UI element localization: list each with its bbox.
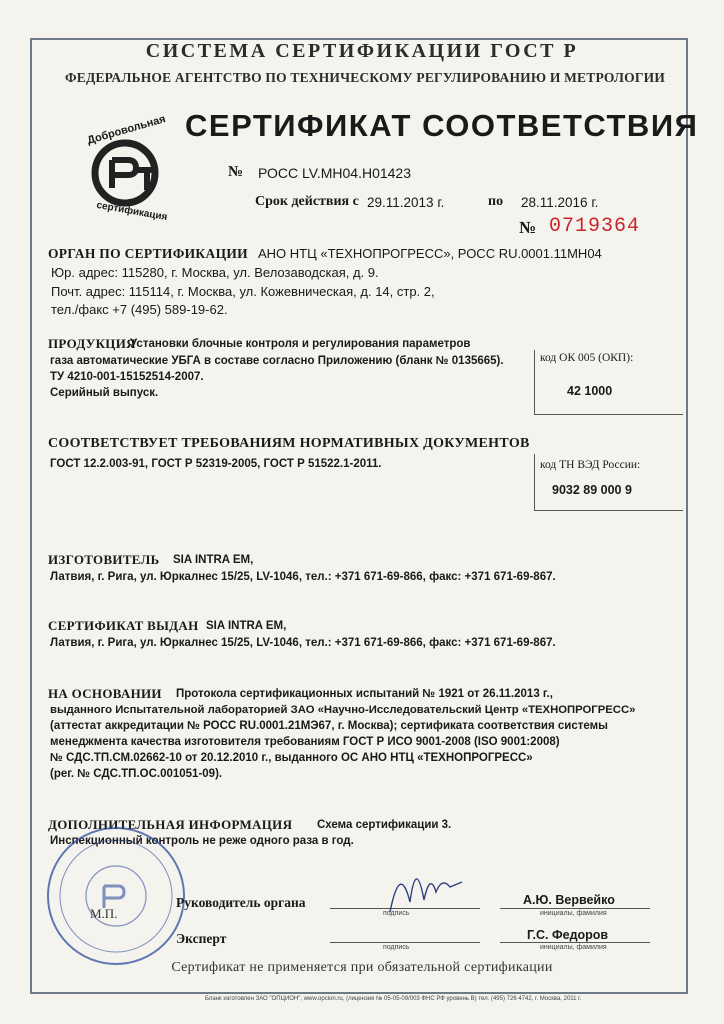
signature-icon (380, 852, 470, 922)
issued-address: Латвия, г. Рига, ул. Юркалнес 15/25, LV-1046, тел.: +371 671-69-866, факс: +371 671-69-867. (50, 637, 556, 649)
okp-value: 42 1000 (567, 384, 613, 398)
tnved-label: код ТН ВЭД России: (540, 459, 641, 471)
expert-label: Эксперт (176, 931, 227, 946)
expert-name-caption: инициалы, фамилия (540, 944, 607, 951)
basis-line-3: (аттестат аккредитации № РОСС RU.0001.21МЭ67, г. Москва); сертификата соответствия системы (50, 720, 608, 732)
compliance-heading: СООТВЕТСТВУЕТ ТРЕБОВАНИЯМ НОРМАТИВНЫХ ДОКУМЕНТОВ (48, 436, 530, 451)
additional-line-2: Инспекционный контроль не реже одного раза в год. (50, 835, 354, 847)
cert-number-label: № (228, 164, 244, 180)
logo-bottom-text: сертификация (95, 199, 169, 224)
manufacturer-name: SIA INTRA EM, (173, 554, 254, 566)
manufacturer-address: Латвия, г. Рига, ул. Юркалнес 15/25, LV-1046, тел.: +371 671-69-866, факс: +371 671-69-867. (50, 571, 556, 583)
head-name: А.Ю. Вервейко (523, 893, 615, 907)
manufacturer-heading: ИЗГОТОВИТЕЛЬ (48, 552, 160, 567)
expert-sign-line (330, 942, 480, 943)
compliance-standards: ГОСТ 12.2.003-91, ГОСТ Р 52319-2005, ГОСТ Р 51522.1-2011. (50, 458, 382, 470)
system-title: СИСТЕМА СЕРТИФИКАЦИИ ГОСТ Р (145, 40, 579, 62)
stamp-mp: М.П. (90, 906, 118, 921)
organ-phone: тел./факс +7 (495) 589-19-62. (51, 302, 228, 317)
blank-number: 0719364 (549, 215, 641, 238)
basis-line-1: Протокола сертификационных испытаний № 1921 от 26.11.2013 г., (176, 688, 553, 700)
additional-line-1: Схема сертификации 3. (317, 819, 452, 831)
blank-number-label: № (519, 218, 537, 237)
issued-name: SIA INTRA EM, (206, 620, 287, 632)
product-line-2: газа автоматические УБГА в составе согласно Приложению (бланк № 0135665). (50, 355, 504, 367)
product-line-4: Серийный выпуск. (50, 387, 159, 399)
product-line-3: ТУ 4210-001-15152514-2007. (50, 371, 204, 383)
footer-note: Сертификат не применяется при обязательной сертификации (171, 960, 553, 975)
expert-name: Г.С. Федоров (527, 928, 609, 942)
organ-heading: ОРГАН ПО СЕРТИФИКАЦИИ (48, 246, 248, 261)
logo-top-text: Добровольная (85, 113, 168, 147)
agency-name: ФЕДЕРАЛЬНОЕ АГЕНТСТВО ПО ТЕХНИЧЕСКОМУ РЕГУЛИРОВАНИЮ И МЕТРОЛОГИИ (64, 70, 666, 85)
product-heading: ПРОДУКЦИЯ (48, 336, 136, 351)
basis-heading: НА ОСНОВАНИИ (48, 686, 162, 701)
validity-label: Срок действия с (255, 194, 359, 209)
basis-line-4: менеджмента качества изготовителя требованиям ГОСТ Р ИСО 9001-2008 (ISO 9001:2008) (50, 736, 560, 748)
expert-name-line (500, 942, 650, 943)
head-label: Руководитель органа (176, 895, 306, 910)
document-title: СЕРТИФИКАТ СООТВЕТСТВИЯ (185, 108, 699, 143)
organ-postal-address: Почт. адрес: 115114, г. Москва, ул. Кожевническая, д. 14, стр. 2, (51, 284, 435, 299)
gost-r-logo (70, 113, 180, 228)
expert-sign-caption: подпись (383, 944, 410, 951)
organ-legal-address: Юр. адрес: 115280, г. Москва, ул. Велозаводская, д. 9. (51, 265, 379, 280)
cert-number: РОСС LV.МН04.Н01423 (258, 165, 411, 181)
issued-heading: СЕРТИФИКАТ ВЫДАН (48, 618, 199, 633)
okp-label: код ОК 005 (ОКП): (540, 352, 634, 364)
valid-to-label: по (488, 194, 504, 209)
product-line-1: Установки блочные контроля и регулирования параметров (130, 338, 471, 350)
additional-heading: ДОПОЛНИТЕЛЬНАЯ ИНФОРМАЦИЯ (48, 817, 293, 832)
organ-stamp (42, 822, 190, 970)
head-signature (380, 852, 470, 927)
basis-line-5: № СДС.ТП.СМ.02662-10 от 20.12.2010 г., выданного ОС АНО НТЦ «ТЕХНОПРОГРЕСС» (50, 752, 533, 764)
head-sign-caption: подпись (383, 910, 410, 917)
head-name-line (500, 908, 650, 909)
head-name-caption: инициалы, фамилия (540, 910, 607, 917)
stamp-icon (42, 822, 190, 970)
basis-line-6: (рег. № СДС.ТП.ОС.001051-09). (50, 768, 223, 780)
printer-note: Бланк изготовлен ЗАО "ОПЦИОН", www.opcion.ru, (лицензия № 05-05-09/003 ФНС РФ уровень В) тел. (495) 726 4742, г. Москва, 2011 г. (205, 996, 582, 1002)
valid-from: 29.11.2013 г. (367, 195, 445, 210)
basis-line-2: выданного Испытательной лабораторией ЗАО «Научно-Исследовательский Центр «ТЕХНОПРОГРЕСС» (50, 704, 636, 716)
tnved-value: 9032 89 000 9 (552, 483, 632, 497)
valid-to: 28.11.2016 г. (521, 195, 599, 210)
organ-name: АНО НТЦ «ТЕХНОПРОГРЕСС», РОСС RU.0001.11МН04 (258, 246, 602, 261)
